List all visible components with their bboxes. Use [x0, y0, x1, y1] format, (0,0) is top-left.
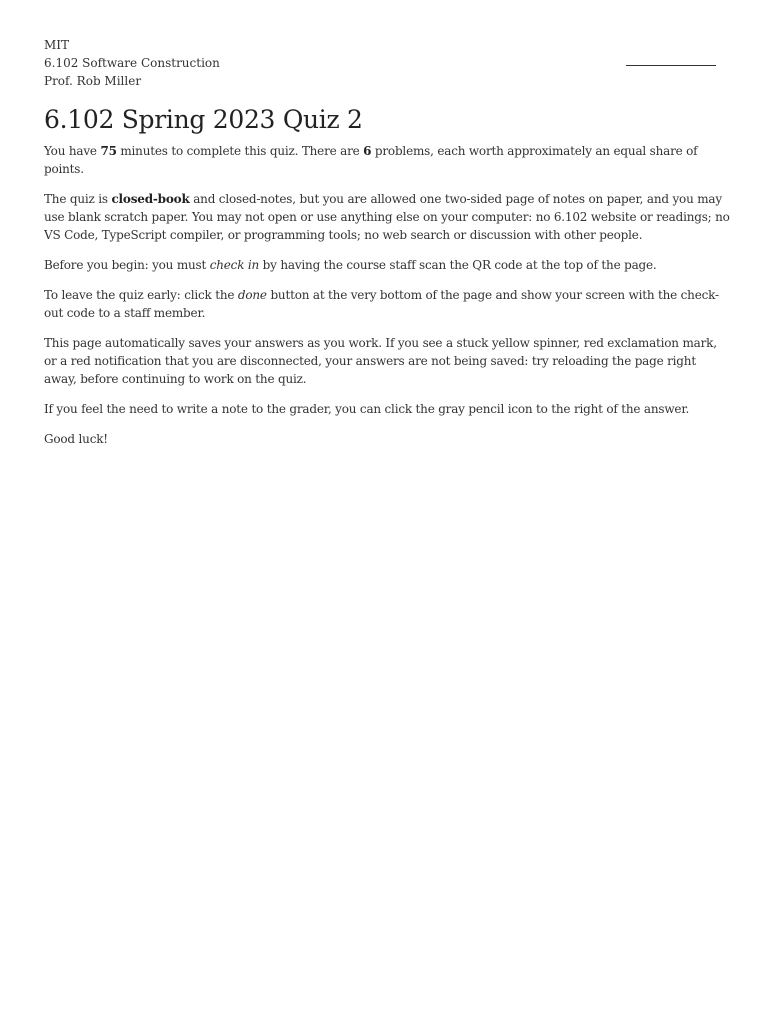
text-segment: button at the very bottom of the page and show your screen with the check-out code to a staff member. [44, 288, 719, 320]
closed-book-emphasis: closed-book [111, 192, 190, 206]
intro-paragraph-leave-early [44, 286, 730, 322]
text-segment: and closed-notes, but you are allowed one two-sided page of notes on paper, and you may use blank scratch paper. You may not open or use anything else on your computer: no 6.102 website or readings; no VS Code, TypeScript compiler, or programming tools; no web search or discussion with other people. [44, 192, 730, 242]
intro-paragraph-rules [44, 190, 730, 244]
minutes-value: 75 [100, 144, 117, 158]
intro-paragraph-good-luck: Good luck! [44, 432, 108, 446]
text-segment: You have [44, 144, 101, 158]
course-name: 6.102 Software Construction [44, 56, 220, 70]
done-emphasis: done [237, 288, 267, 302]
text-segment: by having the course staff scan the QR code at the top of the page. [259, 258, 657, 272]
institution-label: MIT [44, 38, 70, 52]
text-segment: The quiz is [44, 192, 112, 206]
text-segment: Before you begin: you must [44, 258, 210, 272]
intro-paragraph-autosave: This page automatically saves your answers as you work. If you see a stuck yellow spinner, red exclamation mark, or a red notification that you are disconnected, your answers are not being saved: try reloading the page right away, before continuing to work on the quiz. [44, 336, 717, 386]
check-in-emphasis: check in [209, 258, 260, 272]
text-segment: To leave the quiz early: click the [44, 288, 238, 302]
problem-count: 6 [363, 144, 372, 158]
quiz-page [44, 36, 730, 460]
intro-paragraph-check-in [44, 256, 730, 274]
text-segment: problems, each worth approximately an equal share of points. [44, 144, 698, 176]
professor-name: Prof. Rob Miller [44, 74, 142, 88]
name-blank-line [626, 65, 716, 66]
intro-paragraph-time [44, 142, 730, 178]
page-title: 6.102 Spring 2023 Quiz 2 [44, 105, 363, 134]
course-header [44, 36, 730, 90]
intro-paragraph-grader-note: If you feel the need to write a note to the grader, you can click the gray pencil icon to the right of the answer. [44, 402, 690, 416]
text-segment: minutes to complete this quiz. There are [116, 144, 364, 158]
